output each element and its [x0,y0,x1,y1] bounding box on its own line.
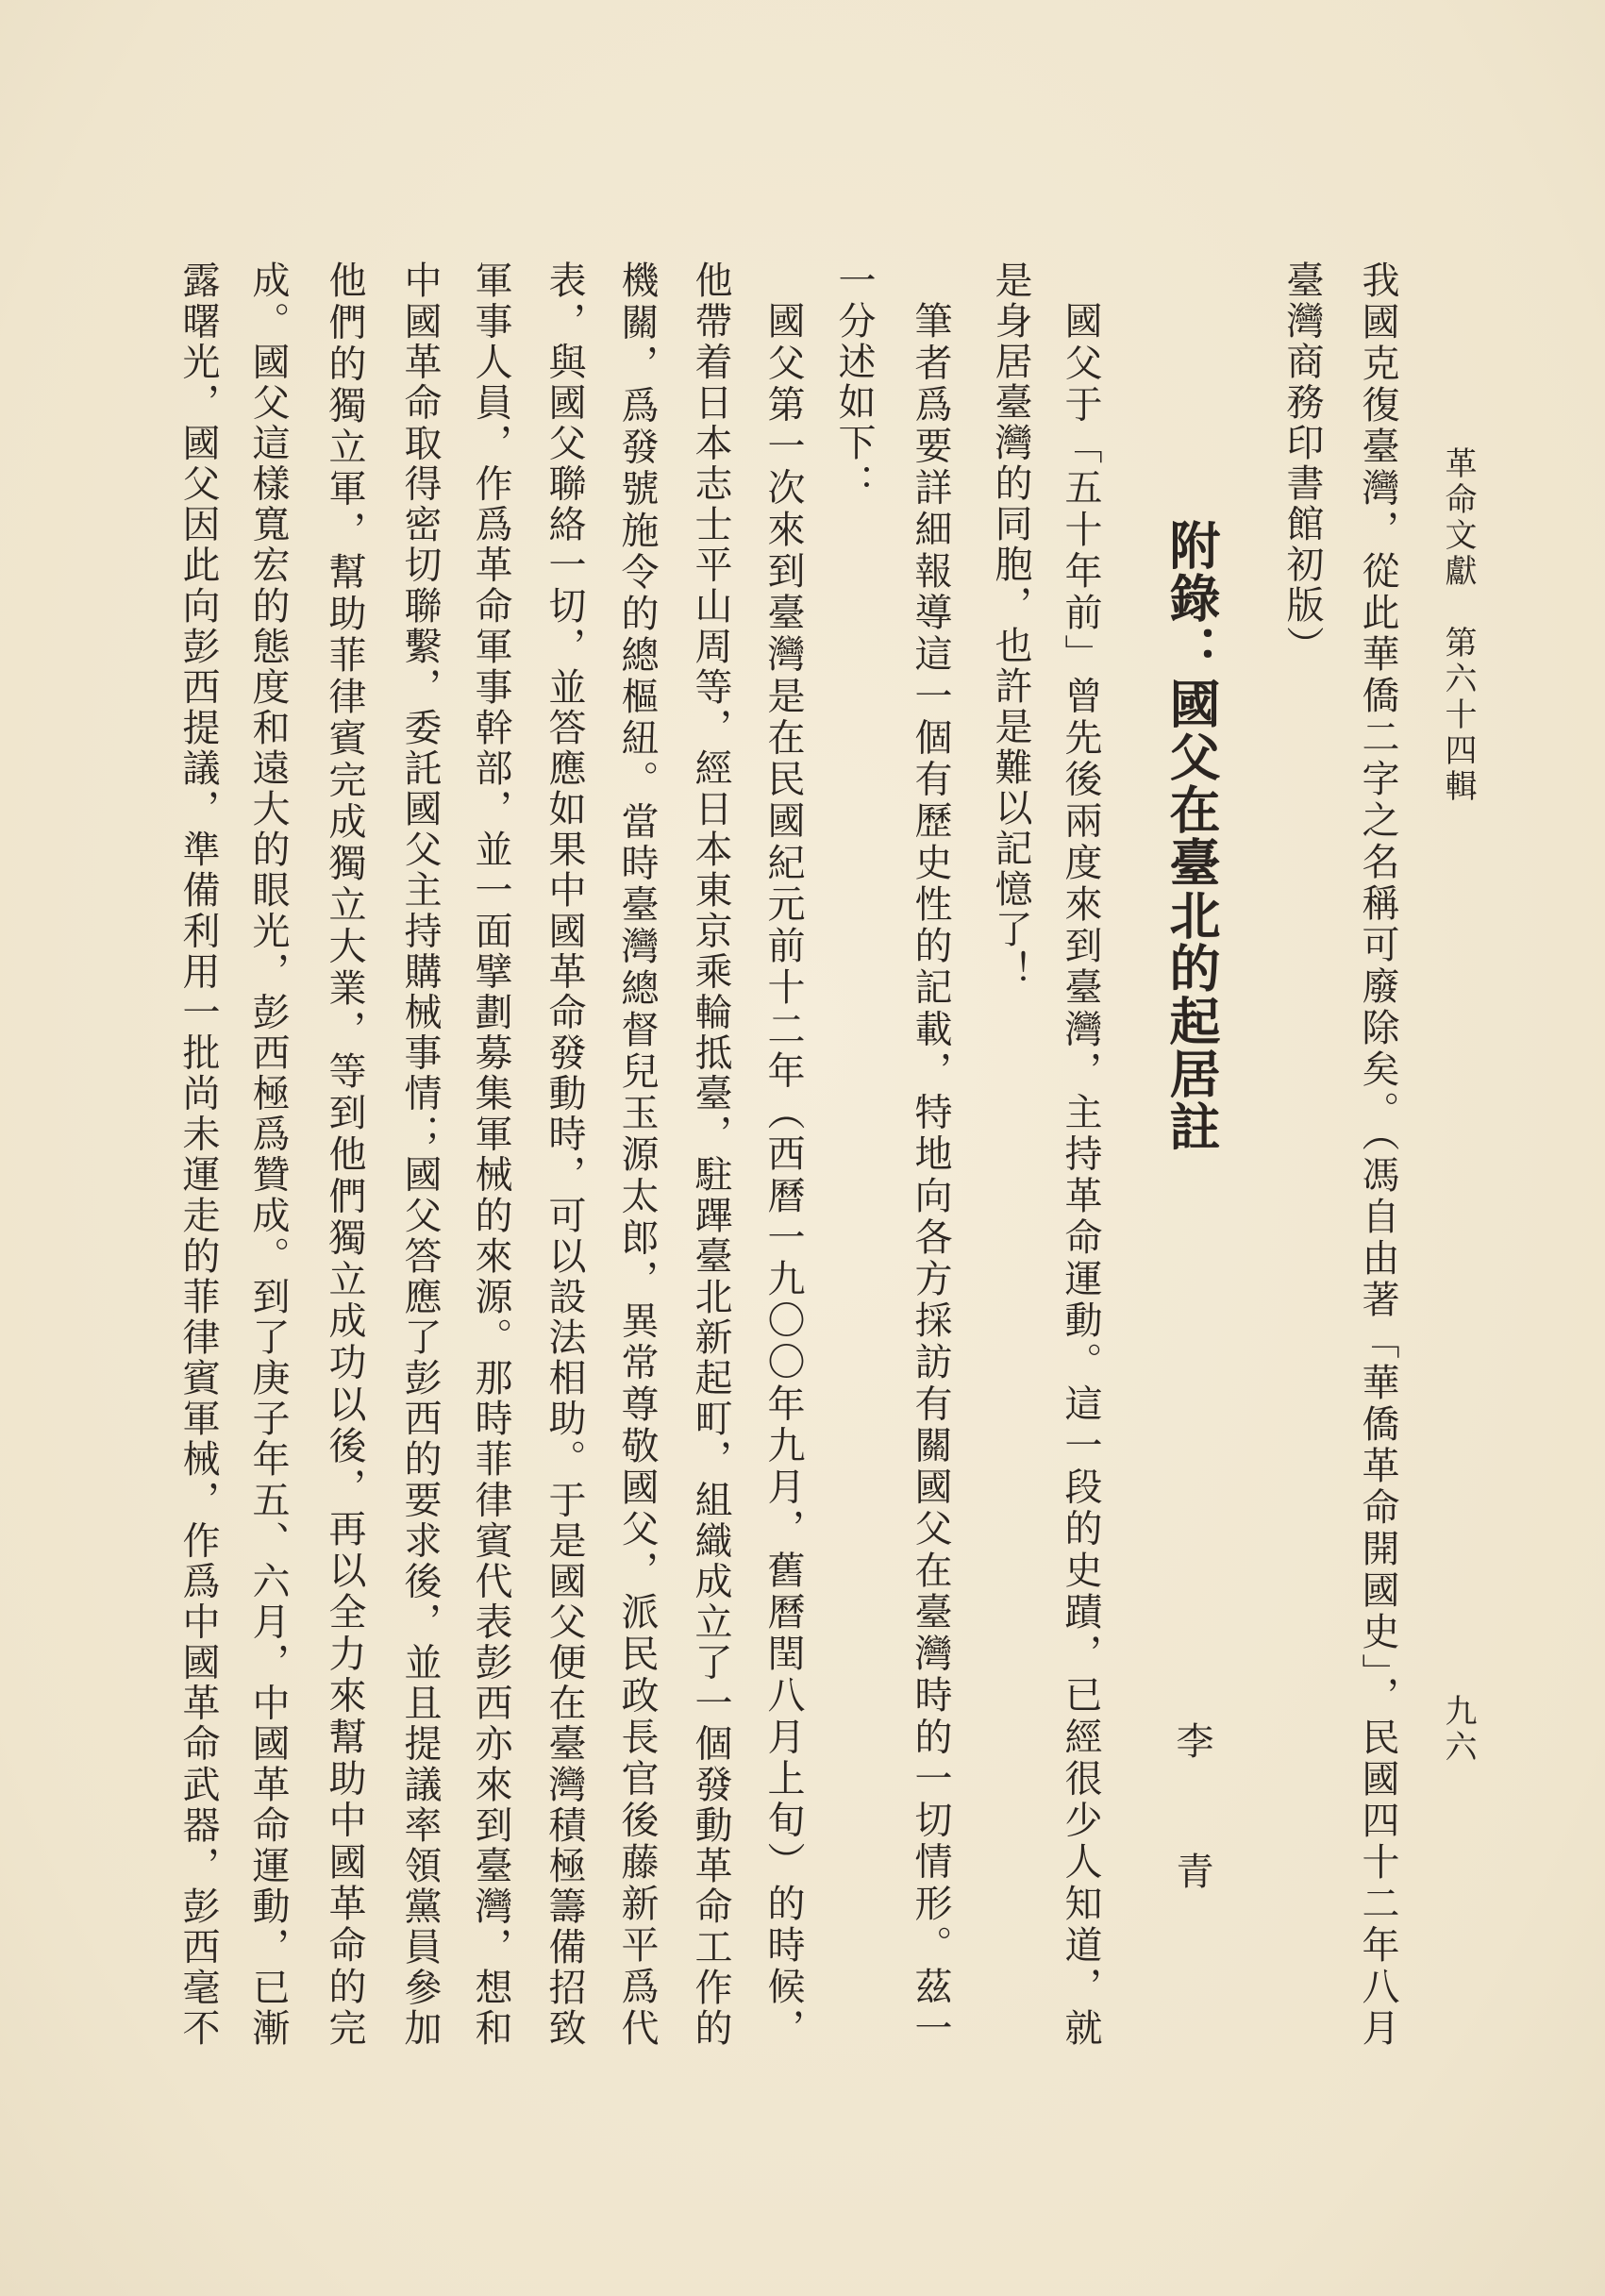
body-line: 一分述如下： [832,260,876,504]
body-line: 國父第一次來到臺灣是在民國紀元前十二年（西曆一九〇〇年九月，舊曆閏八月上旬）的時候， [761,301,805,2046]
body-line: 他帶着日本志士平山周等，經日本東京乘輪抵臺，駐蹕臺北新起町，組織成立了一個發動革命工作的 [689,260,732,2046]
previous-text-line: 我國克復臺灣，從此華僑二字之名稱可廢除矣。（馮自由著「華僑革命開國史」，民國四十二年八月 [1356,260,1399,2046]
body-line: 中國革命取得密切聯繫，委託國父主持購械事情；國父答應了彭西的要求後，並且提議率領黨員參加 [398,260,442,2046]
body-line: 成。國父這樣寬宏的態度和遠大的眼光，彭西極爲贊成。到了庚子年五、六月，中國革命運動，已漸 [246,260,290,2046]
body-line: 筆者爲要詳細報導這一個有歷史性的記載，特地向各方採訪有關國父在臺灣時的一切情形。茲一 [909,301,952,2046]
body-line: 是身居臺灣的同胞，也許是難以記憶了！ [989,260,1032,991]
running-title: 革命文獻 第六十四輯 [1439,446,1477,805]
body-line: 軍事人員，作爲革命軍事幹部，並一面擘劃募集軍械的來源。那時菲律賓代表彭西亦來到臺灣，想和 [469,260,512,2046]
author-surname: 李 [1170,1721,1213,1759]
page-number: 九六 [1439,1694,1477,1766]
body-line: 表，與國父聯絡一切，並答應如果中國革命發動時，可以設法相助。于是國父便在臺灣積極籌備招致 [543,260,586,2046]
author-given-name: 青 [1170,1852,1213,1889]
body-line: 國父于「五十年前」曾先後兩度來到臺灣，主持革命運動。這一段的史蹟，已經很少人知道，就 [1059,301,1102,2046]
previous-text-line: 臺灣商務印書館初版） [1280,260,1324,666]
body-line: 露曙光，國父因此向彭西提議，準備利用一批尚未運走的菲律賓軍械，作爲中國革命武器，彭西毫不 [176,260,220,2046]
body-line: 機關，爲發號施令的總樞紐。當時臺灣總督兒玉源太郎，異常尊敬國父，派民政長官後藤新平爲代 [615,260,659,2046]
article-title: 附錄：國父在臺北的起居註 [1162,519,1222,1153]
body-line: 他們的獨立軍，幫助菲律賓完成獨立大業，等到他們獨立成功以後，再以全力來幫助中國革命的完 [323,260,366,2046]
